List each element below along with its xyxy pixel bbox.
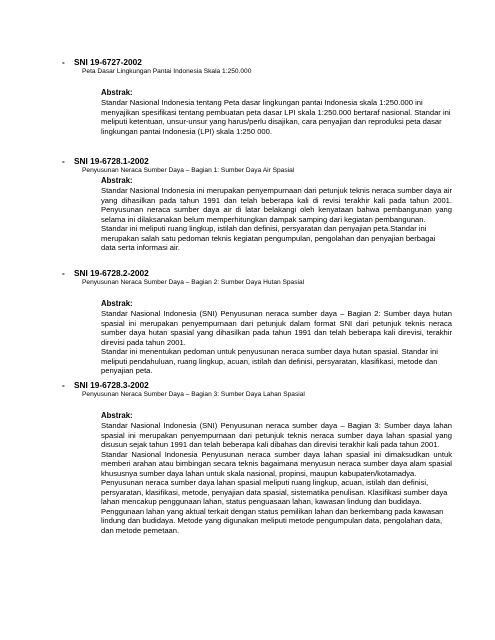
standard-code <box>62 57 452 67</box>
standard-number: SNI 19-6728.1-2002 <box>74 156 149 166</box>
abstract-paragraph: Standar ini meliputi ruang lingkup, istilah dan definisi, persyaratan dan penyajian peta.Standar ini merupakan salah satu pedoman teknis kegiatan pengumpulan, pengolahan dan penyajian berbagai data serta informasi air. <box>101 224 436 252</box>
abstract-label: Abstrak: <box>101 299 133 308</box>
bullet-dash: - <box>62 380 65 390</box>
standard-entry-3 <box>62 268 452 376</box>
abstract-paragraph: Standar Nasional Indonesia tentang Peta dasar lingkungan pantai Indonesia skala 1:250.000 ini menyajikan spesifikasi tentang pembuatan peta dasar LPI skala 1:250.000 bertaraf nasional. Standar ini meliputi ketentuan, unsur-unsur yang harus/perlu disajikan, cara penyajian dan reproduksi peta dasar lingkungan pantai Indonesia (LPI) skala 1:250 000. <box>101 98 451 136</box>
standard-code <box>62 156 452 166</box>
abstract-paragraph: Standar Nasional Indonesia (SNI) Penyusunan neraca sumber daya – Bagian 3: Sumber daya lahan spasial ini merupakan penyempurnaan dari petunjuk teknis neraca sumber daya lahan spasial yang disusun sejak tahun 1991 dan telah beberapa kali dibahas dan direvisi terakhir kali pada tahun 2001. <box>101 421 452 449</box>
standard-title: Penyusunan Neraca Sumber Daya – Bagian 2: Sumber Daya Hutan Spasial <box>82 279 305 286</box>
abstract-label: Abstrak: <box>101 411 133 420</box>
standard-title: Penyusunan Neraca Sumber Daya – Bagian 1: Sumber Daya Air Spasial <box>82 167 295 174</box>
bullet-dash: - <box>62 57 65 67</box>
standard-code <box>62 268 452 278</box>
abstract-block <box>62 88 452 136</box>
abstract-paragraph: Standar Nasional Indonesia (SNI) Penyusunan neraca sumber daya – Bagian 2: Sumber daya hutan spasial ini merupakan penyempurnaan dari petunjuk dalam format SNI dari petunjuk teknis neraca sumber daya hutan spasial yang dihasilkan pada tahun 1991 dan telah beberapa kali direvisi, terakhir direvisi pada tahun 2001. <box>101 309 452 347</box>
abstract-block <box>62 299 452 376</box>
abstract-label: Abstrak: <box>101 176 133 185</box>
abstract-block <box>62 176 452 253</box>
abstract-paragraph: Standar Nasional Indonesia ini merupakan penyempurnaan dari petunjuk teknis neraca sumber daya air yang dihasilkan pada tahun 1991 dan telah beberapa kali di revisi terakhir kali pada tahun 2001. Penyusunan neraca sumber daya air di latar belakangi oleh kenyataan bahwa pembangunan yang selama ini dilaksanakan belum memperhitungkan dampak samping dari kegiatan pembangunan. <box>101 186 452 224</box>
abstract-paragraph: Standar ini menentukan pedoman untuk penyusunan neraca sumber daya hutan spasial. Standar ini meliputi pendahuluan, ruang lingkup, acuan, istilah dan definisi, persyaratan, klasifikasi, metode dan penyajian peta. <box>101 347 438 375</box>
abstract-block <box>62 411 452 535</box>
abstract-paragraph: Penyusunan neraca sumber daya lahan spasial meliputi ruang lingkup, acuan, istilah dan definisi, persyaratan, klasifikasi, metode, penyajian data spasial, sistematika penulisan. Klasifikasi sumber daya lahan mencakup penggunaan lahan, status penguasaan lahan, kawasan lindung dan budidaya. Penggunaan lahan yang aktual terkait dengan status pemilikan lahan dan berkembang pada kawasan lindung dan budidaya. Metode yang digunakan meliputi metode pengumpulan data, pengolahan data, dan metode pemetaan. <box>101 478 448 535</box>
standard-entry-1 <box>62 57 452 136</box>
standard-number: SNI 19-6728.2-2002 <box>74 268 149 278</box>
bullet-dash: - <box>62 156 65 166</box>
standard-number: SNI 19-6727-2002 <box>74 57 142 67</box>
abstract-paragraph: Standar Nasional Indonesia Penyusunan neraca sumber daya lahan spasial ini dimaksudkan untuk memberi arahan atau bimbingan secara teknis bagaimana menyusun neraca sumber daya alam spasial khususnya sumber daya lahan untuk skala nasional, propinsi, maupun kabupaten/kotamadya. <box>101 449 452 478</box>
abstract-label: Abstrak: <box>101 88 133 97</box>
standard-code <box>62 380 452 390</box>
standard-title: Peta Dasar Lingkungan Pantai Indonesia Skala 1:250.000 <box>82 68 252 75</box>
standard-title: Penyusunan Neraca Sumber Daya – Bagian 3: Sumber Daya Lahan Spasial <box>82 391 305 398</box>
bullet-dash: - <box>62 268 65 278</box>
standard-entry-4 <box>62 380 452 535</box>
standard-entry-2 <box>62 156 452 253</box>
standard-number: SNI 19-6728.3-2002 <box>74 380 149 390</box>
